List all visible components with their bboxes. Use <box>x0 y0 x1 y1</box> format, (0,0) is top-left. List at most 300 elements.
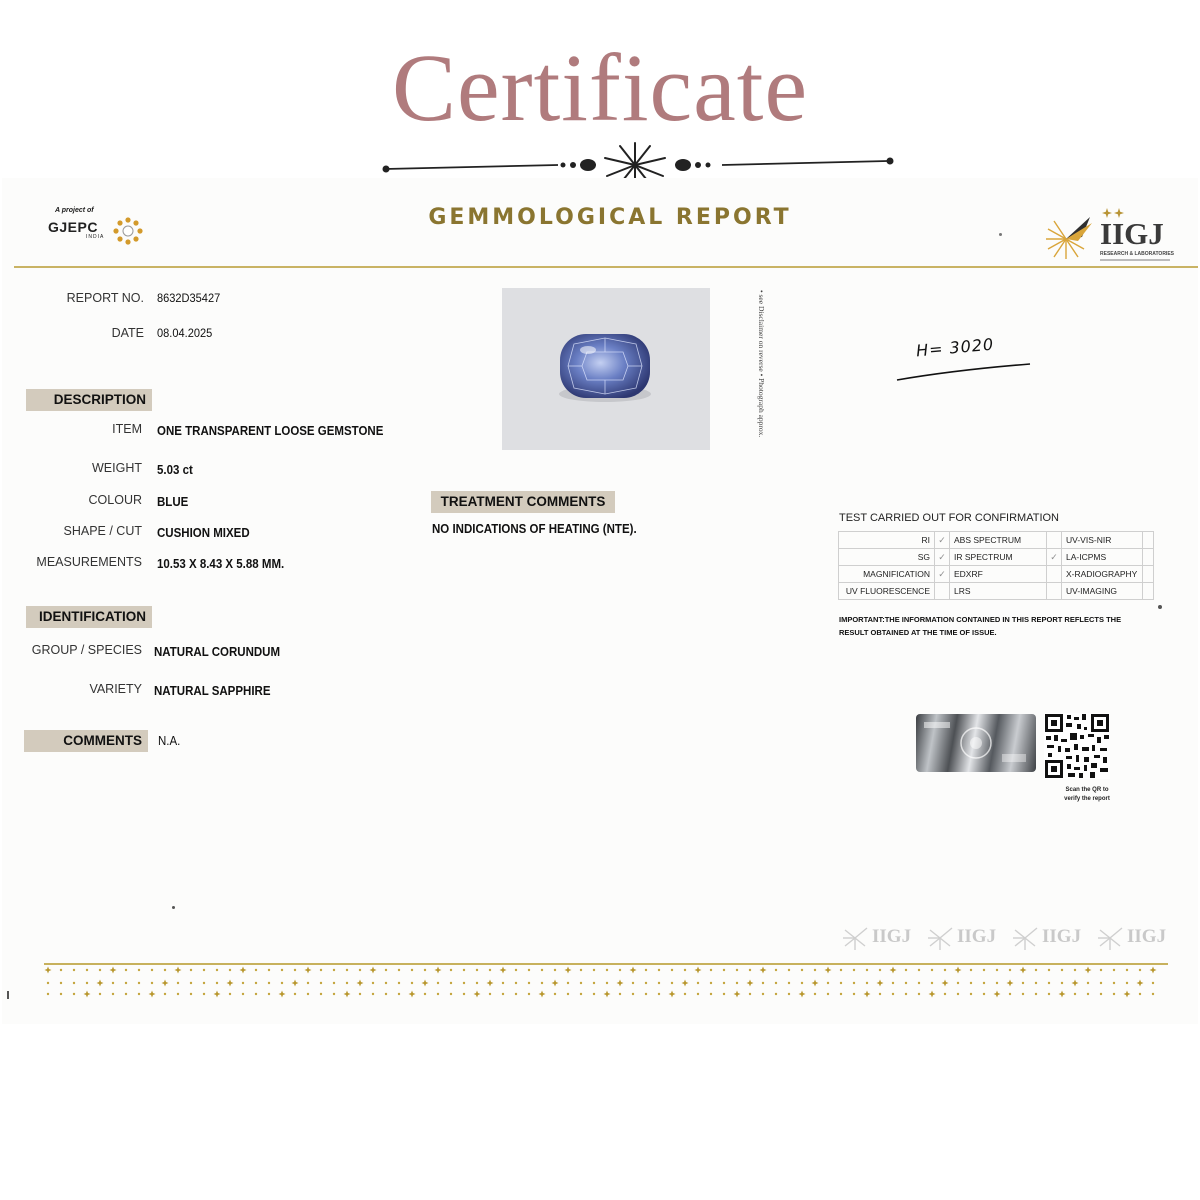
border-dot <box>918 993 920 995</box>
border-dot <box>437 993 439 995</box>
border-star <box>630 967 637 974</box>
border-star <box>227 980 234 987</box>
border-dot <box>60 969 62 971</box>
decorative-dot-border <box>44 966 1168 1000</box>
border-star <box>279 991 286 998</box>
border-star <box>240 967 247 974</box>
border-star <box>617 980 624 987</box>
description-heading: DESCRIPTION <box>26 389 152 411</box>
item-label: ITEM <box>112 422 142 436</box>
border-dot <box>151 982 153 984</box>
measurements-value: 10.53 X 8.43 X 5.88 MM. <box>157 557 285 571</box>
border-dot <box>736 969 738 971</box>
border-dot <box>1100 982 1102 984</box>
iigj-subtitle: RESEARCH & LABORATORIES <box>1100 251 1174 257</box>
border-dot <box>983 993 985 995</box>
border-dot <box>385 993 387 995</box>
border-dot <box>1152 982 1154 984</box>
test-name: IR SPECTRUM <box>950 549 1047 566</box>
border-dot <box>931 982 933 984</box>
border-dot <box>73 969 75 971</box>
border-dot <box>1113 969 1115 971</box>
test-name: UV-VIS-NIR <box>1062 532 1143 549</box>
border-dot <box>281 982 283 984</box>
border-dot <box>567 993 569 995</box>
border-star <box>292 980 299 987</box>
border-star <box>539 991 546 998</box>
border-dot <box>47 982 49 984</box>
qr-caption <box>1052 786 1122 804</box>
border-dot <box>1009 993 1011 995</box>
border-dot <box>710 993 712 995</box>
border-dot <box>112 993 114 995</box>
edge-mark <box>7 991 9 999</box>
border-dot <box>411 982 413 984</box>
border-dot <box>879 993 881 995</box>
border-star <box>1150 967 1157 974</box>
border-star <box>175 967 182 974</box>
border-dot <box>125 969 127 971</box>
border-dot <box>593 993 595 995</box>
border-dot <box>996 982 998 984</box>
border-dot <box>905 993 907 995</box>
border-dot <box>1113 993 1115 995</box>
border-dot <box>658 982 660 984</box>
border-dot <box>398 993 400 995</box>
border-dot <box>203 993 205 995</box>
border-dot <box>177 993 179 995</box>
border-star <box>552 980 559 987</box>
border-dot <box>853 993 855 995</box>
border-dot <box>1139 993 1141 995</box>
border-dot <box>814 993 816 995</box>
border-dot <box>60 982 62 984</box>
border-dot <box>99 969 101 971</box>
border-dot <box>463 993 465 995</box>
border-star <box>435 967 442 974</box>
report-title: GEMMOLOGICAL REPORT <box>428 205 792 230</box>
border-dot <box>1113 982 1115 984</box>
gjepc-tagline: A project of <box>55 207 94 214</box>
border-star <box>825 967 832 974</box>
border-dot <box>242 993 244 995</box>
colour-value: BLUE <box>157 495 189 509</box>
border-dot <box>593 969 595 971</box>
border-dot <box>528 982 530 984</box>
border-dot <box>580 982 582 984</box>
border-dot <box>385 982 387 984</box>
border-dot <box>593 982 595 984</box>
border-dot <box>60 993 62 995</box>
border-dot <box>424 993 426 995</box>
border-dot <box>983 982 985 984</box>
group-species-label: GROUP / SPECIES <box>31 643 142 657</box>
border-star <box>149 991 156 998</box>
border-dot <box>502 993 504 995</box>
border-dot <box>931 969 933 971</box>
border-dot <box>684 969 686 971</box>
border-dot <box>528 993 530 995</box>
border-dot <box>125 982 127 984</box>
border-dot <box>1022 993 1024 995</box>
border-dot <box>1061 982 1063 984</box>
border-star <box>734 991 741 998</box>
border-dot <box>957 993 959 995</box>
border-star <box>305 967 312 974</box>
comments-value: N.A. <box>158 734 181 748</box>
border-dot <box>138 982 140 984</box>
border-dot <box>73 993 75 995</box>
watermark-logo-icon <box>842 925 868 951</box>
border-dot <box>1100 969 1102 971</box>
border-dot <box>515 969 517 971</box>
test-spacer <box>1143 549 1154 566</box>
border-star <box>1124 991 1131 998</box>
border-dot <box>970 993 972 995</box>
border-dot <box>957 982 959 984</box>
border-dot <box>1074 969 1076 971</box>
border-dot <box>346 982 348 984</box>
border-dot <box>450 969 452 971</box>
border-dot <box>658 993 660 995</box>
check-empty <box>1047 583 1062 600</box>
photo-disclaimer <box>755 290 771 460</box>
border-star <box>695 967 702 974</box>
qr-code-icon[interactable] <box>1044 713 1110 779</box>
border-dot <box>255 993 257 995</box>
border-dot <box>645 969 647 971</box>
footer-rule <box>44 963 1168 965</box>
border-dot <box>294 993 296 995</box>
border-star <box>942 980 949 987</box>
border-dot <box>1061 969 1063 971</box>
border-dot <box>489 969 491 971</box>
border-star <box>760 967 767 974</box>
border-dot <box>775 993 777 995</box>
border-star <box>214 991 221 998</box>
certificate-headline: Certificate <box>391 34 809 141</box>
border-star <box>1007 980 1014 987</box>
border-star <box>929 991 936 998</box>
border-star <box>45 967 52 974</box>
watermark-logo-icon <box>1012 925 1038 951</box>
measurements-label: MEASUREMENTS <box>36 555 142 569</box>
border-dot <box>86 982 88 984</box>
test-name: UV FLUORESCENCE <box>839 583 935 600</box>
border-dot <box>268 993 270 995</box>
border-dot <box>294 969 296 971</box>
border-dot <box>476 982 478 984</box>
border-dot <box>424 969 426 971</box>
border-star <box>747 980 754 987</box>
border-dot <box>723 982 725 984</box>
report-number: 8632D35427 <box>157 291 221 305</box>
border-dot <box>307 982 309 984</box>
item-value: ONE TRANSPARENT LOOSE GEMSTONE <box>157 424 384 438</box>
border-dot <box>645 982 647 984</box>
border-dot <box>346 969 348 971</box>
border-dot <box>1087 993 1089 995</box>
check-empty <box>1047 566 1062 583</box>
border-dot <box>892 982 894 984</box>
report-number-label: REPORT NO. <box>66 291 144 305</box>
weight-value: 5.03 ct <box>157 463 193 477</box>
border-dot <box>1087 982 1089 984</box>
handwritten-note: H= 3020 <box>915 334 995 361</box>
border-dot <box>307 993 309 995</box>
border-dot <box>554 969 556 971</box>
border-dot <box>970 969 972 971</box>
border-dot <box>372 982 374 984</box>
border-dot <box>515 982 517 984</box>
border-dot <box>164 993 166 995</box>
border-dot <box>450 993 452 995</box>
border-dot <box>671 982 673 984</box>
check-icon: ✓ <box>935 549 950 566</box>
test-name: SG <box>839 549 935 566</box>
border-dot <box>996 969 998 971</box>
variety-label: VARIETY <box>89 682 142 696</box>
border-dot <box>47 993 49 995</box>
test-name: LRS <box>950 583 1047 600</box>
group-species-value: NATURAL CORUNDUM <box>154 645 281 659</box>
border-dot <box>879 969 881 971</box>
speck <box>172 906 175 909</box>
border-dot <box>905 969 907 971</box>
border-dot <box>1152 993 1154 995</box>
watermark-logo-text: IIGJ <box>957 926 997 947</box>
hologram-seal <box>916 714 1036 772</box>
border-dot <box>177 982 179 984</box>
border-dot <box>86 969 88 971</box>
important-note <box>839 613 1129 639</box>
iigj-logo-text: IIGJ <box>1100 216 1164 251</box>
test-spacer <box>1143 566 1154 583</box>
border-dot <box>489 993 491 995</box>
speck <box>999 233 1002 236</box>
border-dot <box>320 969 322 971</box>
border-dot <box>788 969 790 971</box>
border-dot <box>619 969 621 971</box>
border-dot <box>203 969 205 971</box>
border-dot <box>749 993 751 995</box>
border-dot <box>203 982 205 984</box>
border-dot <box>112 982 114 984</box>
border-dot <box>1022 982 1024 984</box>
border-star <box>409 991 416 998</box>
border-star <box>487 980 494 987</box>
border-dot <box>138 969 140 971</box>
border-star <box>162 980 169 987</box>
border-star <box>812 980 819 987</box>
border-dot <box>268 982 270 984</box>
border-star <box>97 980 104 987</box>
gemstone-photo <box>502 288 710 450</box>
border-dot <box>1048 993 1050 995</box>
border-dot <box>983 969 985 971</box>
iigj-sunburst-icon <box>1044 213 1100 263</box>
weight-label: WEIGHT <box>92 461 142 475</box>
border-star <box>1020 967 1027 974</box>
test-name: MAGNIFICATION <box>839 566 935 583</box>
qr-caption-line2: verify the report <box>1064 796 1110 802</box>
border-dot <box>944 969 946 971</box>
border-dot <box>359 993 361 995</box>
border-dot <box>944 993 946 995</box>
border-dot <box>762 993 764 995</box>
border-dot <box>749 969 751 971</box>
border-dot <box>723 993 725 995</box>
svg-text:• see Disclaimer on reverse •: • see Disclaimer on reverse • Photograph approx. <box>757 290 766 438</box>
report-date: 08.04.2025 <box>157 326 213 340</box>
border-dot <box>580 969 582 971</box>
border-dot <box>476 969 478 971</box>
header-rule <box>14 266 1198 268</box>
border-star <box>1085 967 1092 974</box>
border-dot <box>970 982 972 984</box>
border-dot <box>801 969 803 971</box>
identification-heading: IDENTIFICATION <box>26 606 152 628</box>
border-dot <box>541 969 543 971</box>
border-dot <box>619 993 621 995</box>
border-dot <box>710 969 712 971</box>
border-dot <box>866 969 868 971</box>
border-dot <box>463 969 465 971</box>
watermark-logo-icon <box>927 925 953 951</box>
border-dot <box>1048 982 1050 984</box>
colour-label: COLOUR <box>88 493 142 507</box>
border-star <box>682 980 689 987</box>
border-dot <box>125 993 127 995</box>
border-star <box>877 980 884 987</box>
border-dot <box>541 982 543 984</box>
shape-label: SHAPE / CUT <box>63 524 142 538</box>
variety-value: NATURAL SAPPHIRE <box>154 684 271 698</box>
border-star <box>565 967 572 974</box>
border-star <box>110 967 117 974</box>
border-dot <box>320 982 322 984</box>
border-star <box>474 991 481 998</box>
border-star <box>890 967 897 974</box>
border-dot <box>333 969 335 971</box>
border-dot <box>554 993 556 995</box>
tests-title: TEST CARRIED OUT FOR CONFIRMATION <box>839 512 1060 524</box>
border-dot <box>164 969 166 971</box>
treatment-text: NO INDICATIONS OF HEATING (NTE). <box>432 522 637 536</box>
border-dot <box>229 993 231 995</box>
border-dot <box>567 982 569 984</box>
border-star <box>1072 980 1079 987</box>
border-dot <box>190 969 192 971</box>
border-dot <box>437 982 439 984</box>
border-dot <box>73 982 75 984</box>
border-dot <box>99 993 101 995</box>
iigj-fine-print <box>1100 259 1170 261</box>
watermark-logo-text: IIGJ <box>1042 926 1082 947</box>
test-name: EDXRF <box>950 566 1047 583</box>
border-dot <box>372 993 374 995</box>
border-dot <box>190 982 192 984</box>
test-name: RI <box>839 532 935 549</box>
border-dot <box>827 982 829 984</box>
border-dot <box>515 993 517 995</box>
border-dot <box>450 982 452 984</box>
border-dot <box>398 969 400 971</box>
tests-row <box>839 532 1154 549</box>
border-dot <box>1074 993 1076 995</box>
border-dot <box>151 969 153 971</box>
border-dot <box>216 969 218 971</box>
border-dot <box>333 982 335 984</box>
hologram-pattern-icon <box>916 714 1036 772</box>
border-dot <box>788 993 790 995</box>
check-icon: ✓ <box>1047 549 1062 566</box>
handwritten-underline <box>895 360 1035 384</box>
border-dot <box>658 969 660 971</box>
border-dot <box>671 969 673 971</box>
check-empty <box>935 583 950 600</box>
border-star <box>344 991 351 998</box>
border-star <box>84 991 91 998</box>
border-dot <box>918 982 920 984</box>
border-dot <box>1009 969 1011 971</box>
tests-table <box>838 531 1154 600</box>
border-star <box>604 991 611 998</box>
border-star <box>669 991 676 998</box>
border-dot <box>814 969 816 971</box>
border-dot <box>1035 982 1037 984</box>
gjepc-country: INDIA <box>86 234 105 240</box>
border-dot <box>775 969 777 971</box>
check-icon: ✓ <box>935 566 950 583</box>
border-dot <box>411 969 413 971</box>
check-icon: ✓ <box>935 532 950 549</box>
border-dot <box>918 969 920 971</box>
border-dot <box>801 982 803 984</box>
border-dot <box>710 982 712 984</box>
border-dot <box>190 993 192 995</box>
border-dot <box>385 969 387 971</box>
border-dot <box>255 982 257 984</box>
border-dot <box>606 969 608 971</box>
test-spacer <box>1143 532 1154 549</box>
border-dot <box>268 969 270 971</box>
border-star <box>357 980 364 987</box>
border-dot <box>463 982 465 984</box>
test-name: ABS SPECTRUM <box>950 532 1047 549</box>
test-name: X-RADIOGRAPHY <box>1062 566 1143 583</box>
border-star <box>994 991 1001 998</box>
border-dot <box>229 969 231 971</box>
treatment-heading: TREATMENT COMMENTS <box>431 491 615 513</box>
border-dot <box>645 993 647 995</box>
border-star <box>422 980 429 987</box>
border-star <box>370 967 377 974</box>
tests-row <box>839 566 1154 583</box>
border-dot <box>827 993 829 995</box>
border-dot <box>892 993 894 995</box>
border-dot <box>1035 969 1037 971</box>
important-label: IMPORTANT: <box>839 615 885 624</box>
border-dot <box>632 993 634 995</box>
border-dot <box>138 993 140 995</box>
border-dot <box>632 982 634 984</box>
border-dot <box>788 982 790 984</box>
comments-heading: COMMENTS <box>24 730 148 752</box>
watermark-logo-text: IIGJ <box>1127 926 1167 947</box>
border-star <box>1137 980 1144 987</box>
border-dot <box>320 993 322 995</box>
